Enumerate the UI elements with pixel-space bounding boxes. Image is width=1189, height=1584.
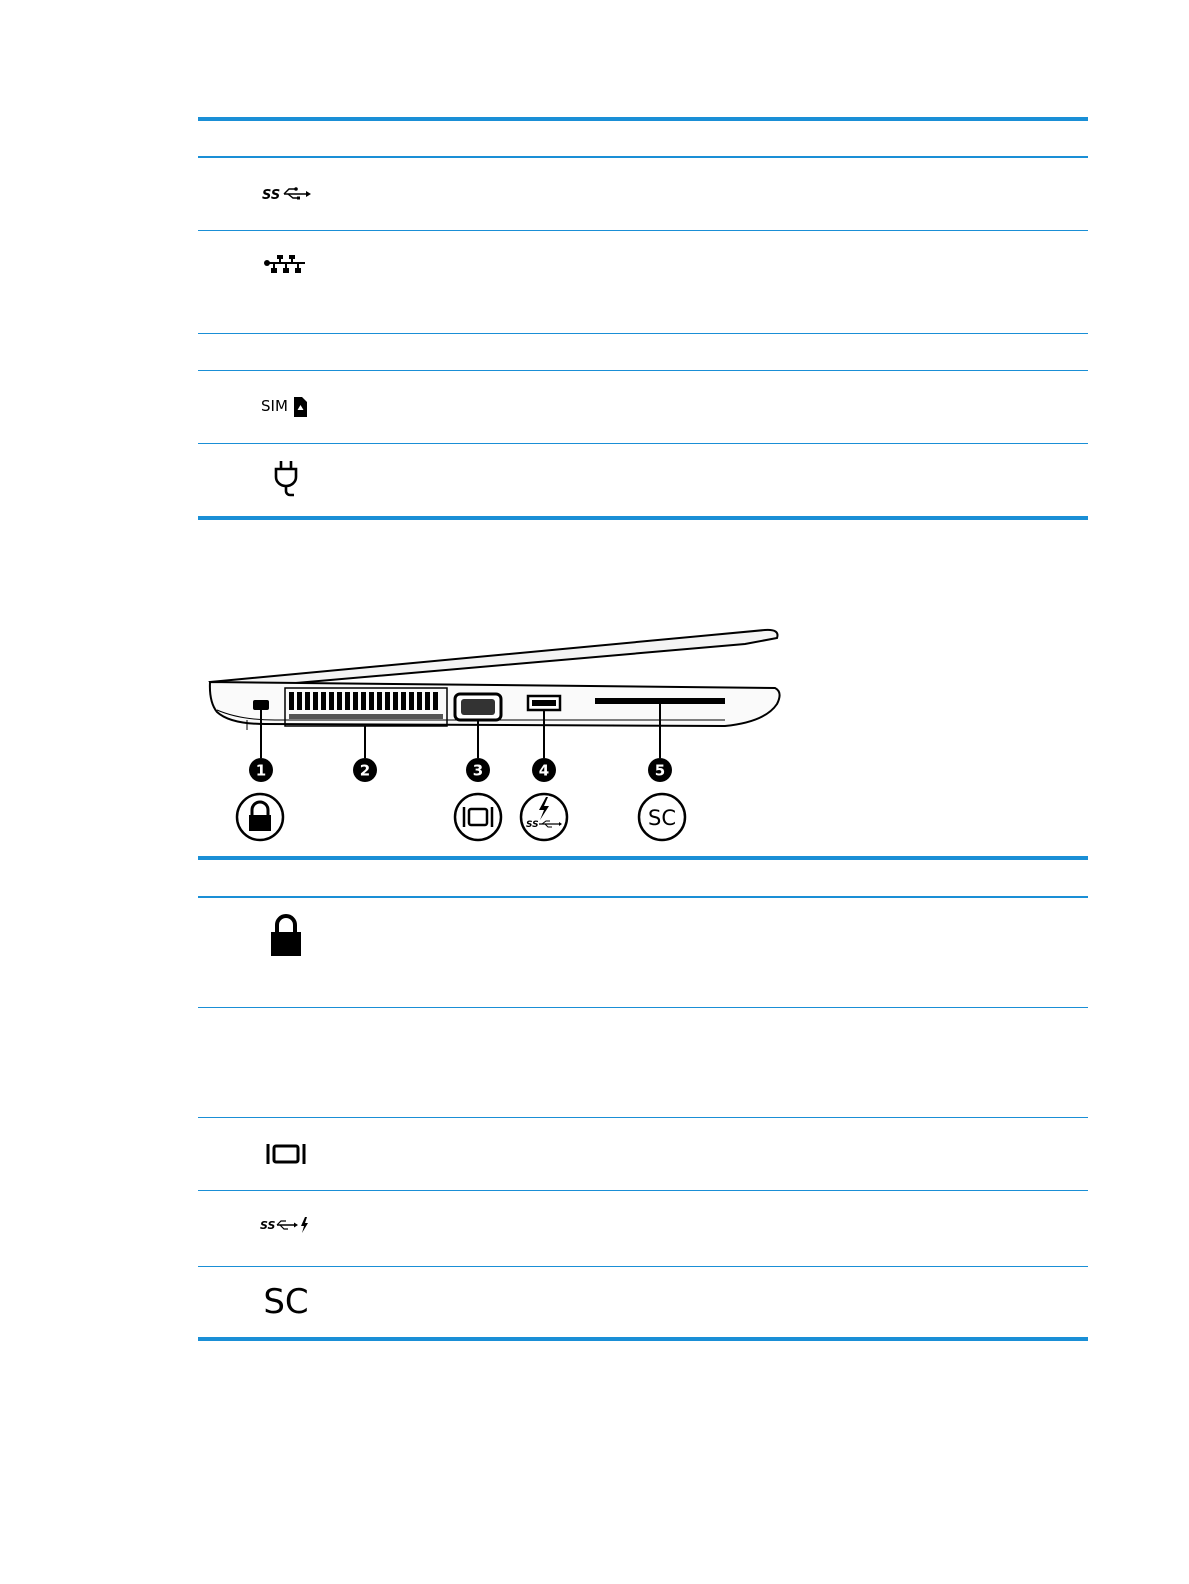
table-header-rule <box>198 156 1088 158</box>
sim-label: SIM <box>261 397 288 415</box>
callout-2 <box>353 758 377 782</box>
external-monitor-icon <box>256 1138 316 1170</box>
callout-4 <box>532 758 556 782</box>
svg-text:4: 4 <box>538 761 550 780</box>
callout-5 <box>648 758 672 782</box>
power-plug-icon <box>256 456 316 500</box>
smart-card-slot <box>595 698 725 704</box>
table-bottom-rule <box>198 1337 1088 1341</box>
row-divider <box>198 1266 1088 1267</box>
row-divider <box>198 1007 1088 1008</box>
table-bottom-rule <box>198 516 1088 520</box>
svg-text:2: 2 <box>359 761 371 780</box>
table-header-rule <box>198 896 1088 898</box>
row-divider <box>198 1117 1088 1118</box>
svg-text:SS: SS <box>526 820 539 830</box>
usb-superspeed-icon <box>256 176 316 212</box>
svg-text:SS: SS <box>262 188 281 203</box>
svg-text:1: 1 <box>255 761 267 780</box>
usb-charging-icon <box>521 794 567 840</box>
callout-1 <box>249 758 273 782</box>
row-divider <box>198 370 1088 371</box>
row-divider <box>198 333 1088 334</box>
table-top-rule <box>198 856 1088 860</box>
svg-text:5: 5 <box>654 761 666 780</box>
svg-text:3: 3 <box>472 761 484 780</box>
usb-superspeed-charging-icon <box>256 1210 316 1240</box>
smart-card-icon <box>639 794 685 840</box>
laptop-left-side-figure <box>205 620 795 850</box>
svg-text:SS: SS <box>260 1219 276 1232</box>
security-slot <box>253 700 269 710</box>
row-divider <box>198 443 1088 444</box>
sim-card-icon <box>256 390 316 422</box>
row-divider <box>198 1190 1088 1191</box>
smart-card-icon <box>256 1282 316 1322</box>
external-monitor-icon <box>455 794 501 840</box>
network-jack-icon <box>256 250 316 282</box>
table-top-rule <box>198 117 1088 121</box>
lock-icon <box>256 910 316 960</box>
row-divider <box>198 230 1088 231</box>
smart-card-label: SC <box>263 1282 309 1322</box>
laptop-lid <box>210 630 778 690</box>
security-lock-icon <box>237 794 283 840</box>
callout-3 <box>466 758 490 782</box>
svg-text:SC: SC <box>648 806 676 830</box>
